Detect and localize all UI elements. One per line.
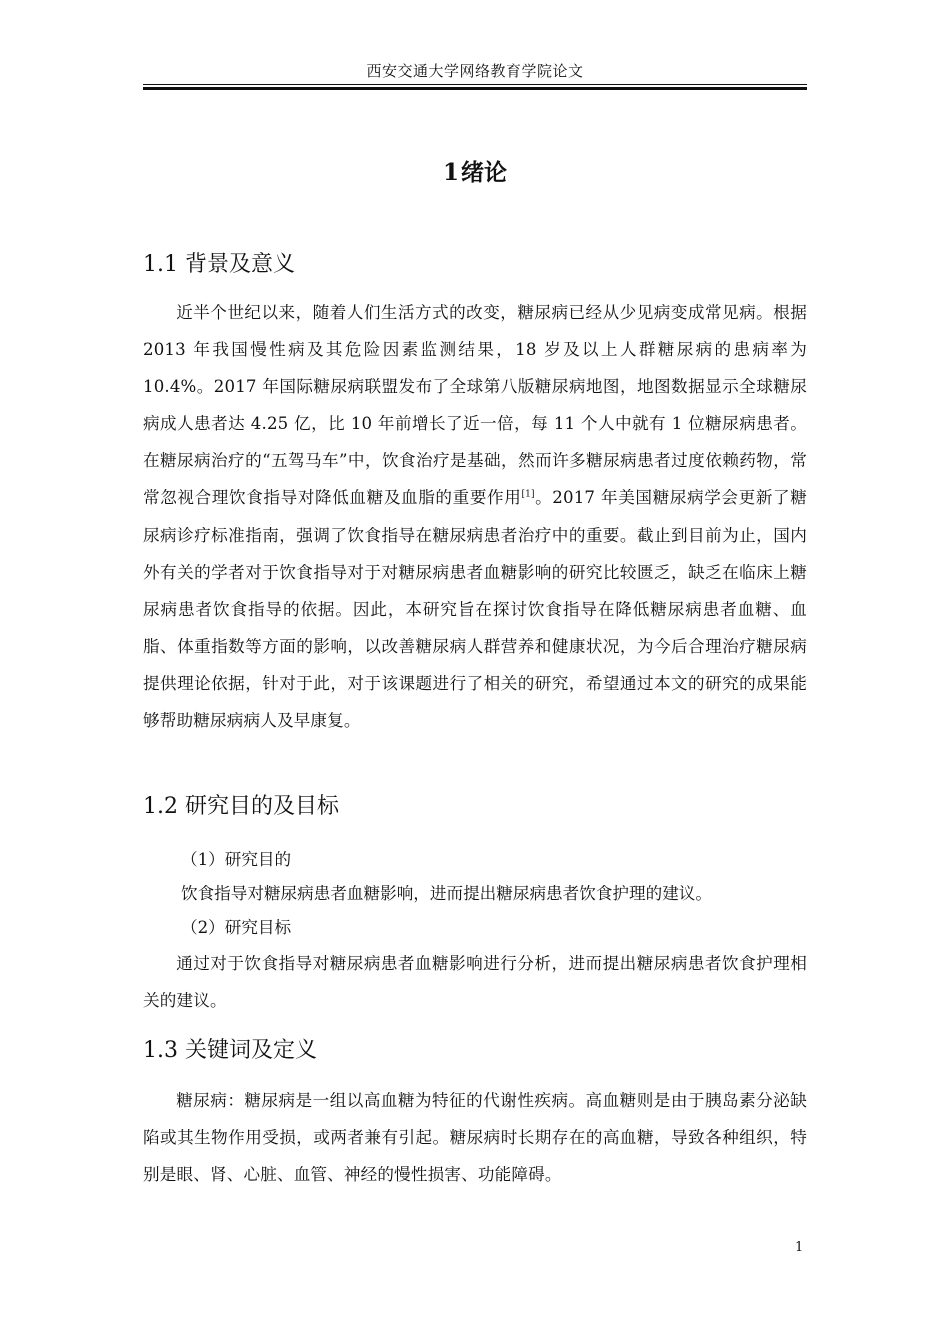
section-1-1-heading: 1.1 背景及意义	[143, 252, 295, 277]
research-purpose-label: （1）研究目的	[181, 850, 292, 869]
section-1-2-heading: 1.2 研究目的及目标	[143, 794, 339, 819]
header-rule-thick	[143, 87, 807, 90]
chapter-number: 1	[442, 159, 459, 186]
research-purpose-text: 饮食指导对糖尿病患者血糖影响，进而提出糖尿病患者饮食护理的建议。	[181, 884, 712, 903]
page-number: 1	[795, 1240, 804, 1255]
citation-ref: [1]	[521, 489, 535, 500]
chapter-name: 绪论	[461, 159, 507, 186]
running-header: 西安交通大学网络教育学院论文	[366, 62, 584, 80]
header-rule-thin	[143, 84, 807, 85]
section-1-1-paragraph	[143, 294, 807, 739]
chapter-title	[143, 156, 807, 190]
diabetes-definition-paragraph: 糖尿病：糖尿病是一组以高血糖为特征的代谢性疾病。高血糖则是由于胰岛素分泌缺陷或其生物作用受损，或两者兼有引起。糖尿病时长期存在的高血糖，导致各种组织，特别是眼、肾、心脏、血管、神经的慢性损害、功能障碍。	[143, 1091, 807, 1185]
paragraph-text-continued: 。2017 年美国糖尿病学会更新了糖尿病诊疗标准指南，强调了饮食指导在糖尿病患者治疗中的重要。截止到目前为止，国内外有关的学者对于饮食指导对于对糖尿病患者血糖影响的研究比较匮乏，缺乏在临床上糖尿病患者饮食指导的依据。因此，本研究旨在探讨饮食指导在降低糖尿病患者血糖、血脂、体重指数等方面的影响，以改善糖尿病人群营养和健康状况，为今后合理治疗糖尿病提供理论依据，针对于此，对于该课题进行了相关的研究，希望通过本文的研究的成果能够帮助糖尿病病人及早康复。	[143, 488, 807, 731]
section-1-3-heading: 1.3 关键词及定义	[143, 1038, 317, 1063]
research-goal-text: 通过对于饮食指导对糖尿病患者血糖影响进行分析，进而提出糖尿病患者饮食护理相关的建议。	[143, 954, 807, 1011]
research-goal-label: （2）研究目标	[181, 918, 292, 937]
paragraph-text: 近半个世纪以来，随着人们生活方式的改变，糖尿病已经从少见病变成常见病。根据 2013 年我国慢性病及其危险因素监测结果，18 岁及以上人群糖尿病的患病率为 10.4%。2017 年国际糖尿病联盟发布了全球第八版糖尿病地图，地图数据显示全球糖尿病成人患者达 4.25 亿，比 10 年前增长了近一倍，每 11 个人中就有 1 位糖尿病患者。在糖尿病治疗的“五驾马车”中，饮食治疗是基础，然而许多糖尿病患者过度依赖药物，常常忽视合理饮食指导对降低血糖及血脂的重要作用	[143, 303, 807, 508]
